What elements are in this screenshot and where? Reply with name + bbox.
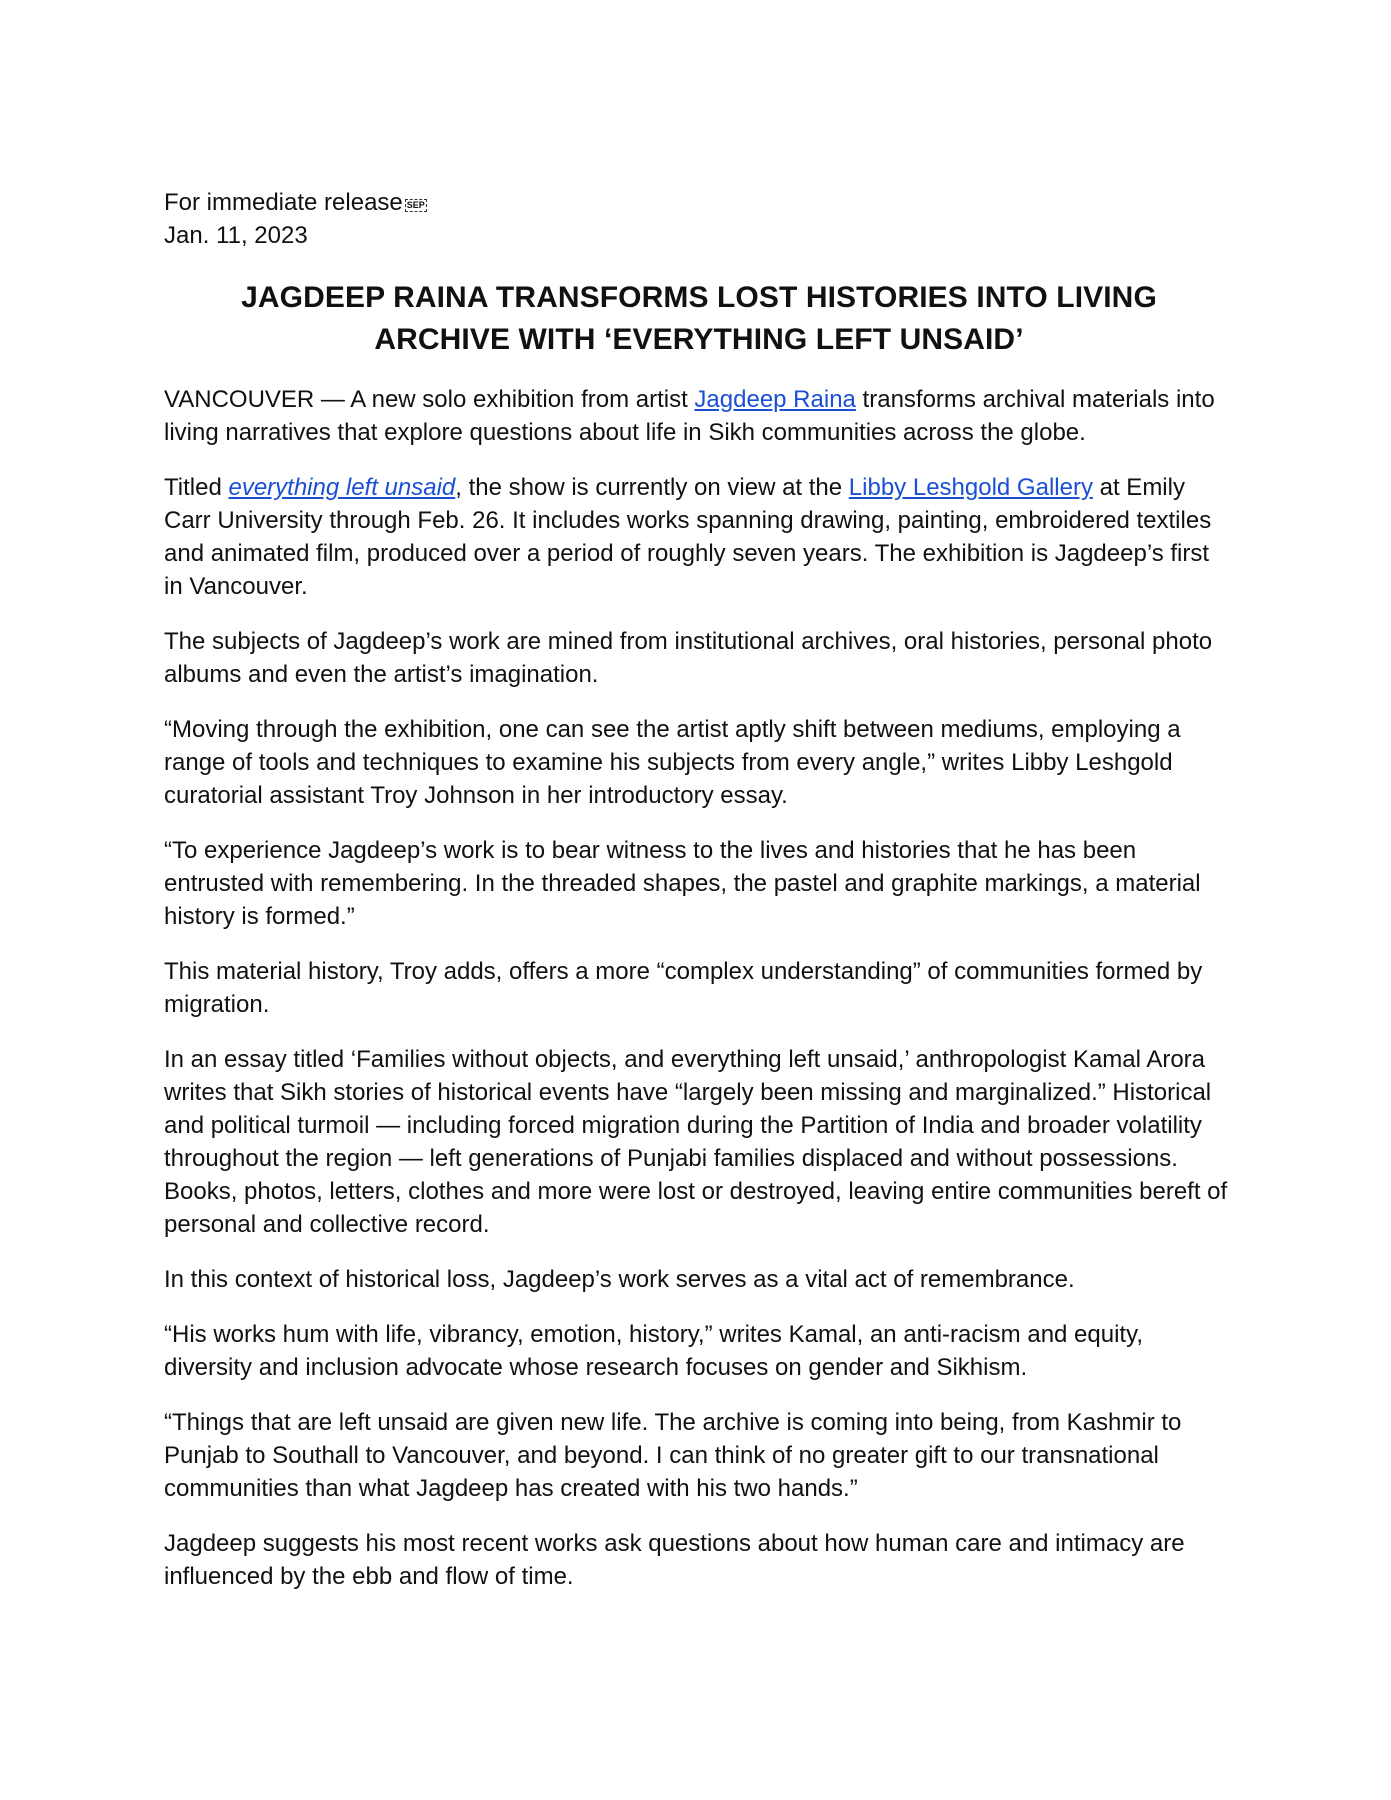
- headline-line-2: ARCHIVE WITH ‘EVERYTHING LEFT UNSAID’: [374, 323, 1024, 356]
- exhibition-link[interactable]: everything left unsaid: [228, 474, 456, 501]
- paragraph-7: In an essay titled ‘Families without objects, and everything left unsaid,’ anthropologist Kamal Arora writes that Sikh stories of historical events have “largely been missing and marginalized.” Historical and political turmoil — including forced migration during the Partition of India and broader volatility throughout the region — left generations of Punjabi families displaced and without possessions. Books, photos, letters, clothes and more were lost or destroyed, leaving entire communities bereft of personal and collective record.: [164, 1046, 1228, 1238]
- paragraph-10: “Things that are left unsaid are given new life. The archive is coming into being, from Kashmir to Punjab to Southall to Vancouver, and beyond. I can think of no greater gift to our transnational communities than what Jagdeep has created with his two hands.”: [164, 1409, 1182, 1502]
- paragraph-2: Titled everything left unsaid, the show is currently on view at the Libby Leshgold Gallery at Emily Carr University through Feb. 26. It includes works spanning drawing, painting, embroidered textiles and animated film, produced over a period of roughly seven years. The exhibition is Jagdeep’s first in Vancouver.: [164, 474, 1212, 600]
- paragraph-5: “To experience Jagdeep’s work is to bear witness to the lives and histories that he has been entrusted with remembering. In the threaded shapes, the pastel and graphite markings, a material history is formed.”: [164, 837, 1201, 930]
- release-date: Jan. 11, 2023: [164, 222, 308, 249]
- paragraph-1: VANCOUVER — A new solo exhibition from artist Jagdeep Raina transforms archival materials into living narratives that explore questions about life in Sikh communities across the globe.: [164, 386, 1215, 446]
- paragraph-3: The subjects of Jagdeep’s work are mined from institutional archives, oral histories, personal photo albums and even the artist’s imagination.: [164, 628, 1213, 688]
- artist-link[interactable]: Jagdeep Raina: [694, 386, 856, 413]
- headline: [164, 277, 1234, 361]
- paragraph-9: “His works hum with life, vibrancy, emotion, history,” writes Kamal, an anti-racism and equity, diversity and inclusion advocate whose research focuses on gender and Sikhism.: [164, 1321, 1143, 1381]
- release-label: For immediate release SEP: [164, 189, 425, 216]
- paragraph-6: This material history, Troy adds, offers a more “complex understanding” of communities formed by migration.: [164, 958, 1203, 1018]
- press-release-page: [164, 186, 1234, 1615]
- paragraph-8: In this context of historical loss, Jagdeep’s work serves as a vital act of remembrance.: [164, 1266, 1075, 1293]
- separator-glyph-icon: SEP: [406, 200, 425, 210]
- headline-line-1: JAGDEEP RAINA TRANSFORMS LOST HISTORIES INTO LIVING: [241, 281, 1157, 314]
- gallery-link[interactable]: Libby Leshgold Gallery: [848, 474, 1093, 501]
- paragraph-4: “Moving through the exhibition, one can see the artist aptly shift between mediums, employing a range of tools and techniques to examine his subjects from every angle,” writes Libby Leshgold curatorial assistant Troy Johnson in her introductory essay.: [164, 716, 1181, 809]
- paragraph-11: Jagdeep suggests his most recent works ask questions about how human care and intimacy are influenced by the ebb and flow of time.: [164, 1530, 1185, 1590]
